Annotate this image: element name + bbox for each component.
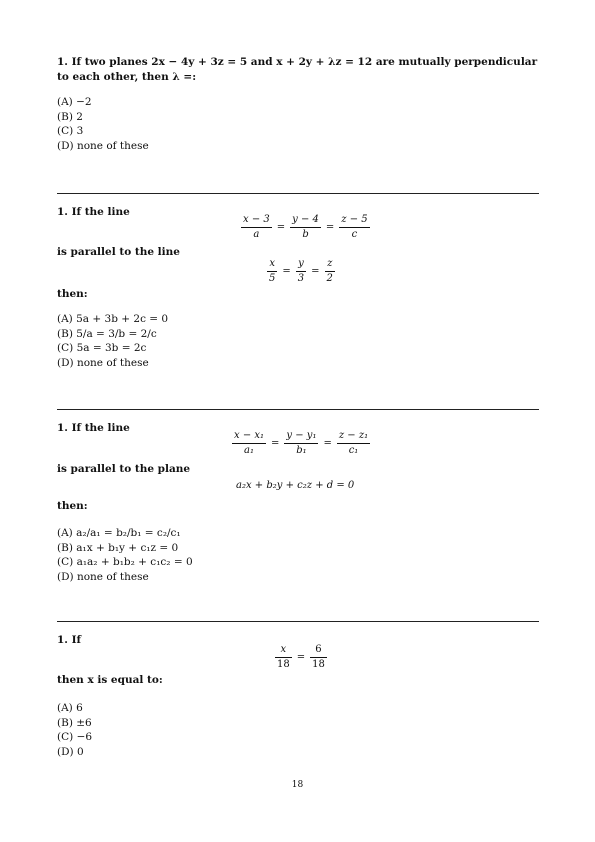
option-d: (D) none of these: [57, 570, 149, 583]
question-3-label-3: then:: [57, 500, 88, 512]
question-3-equation-2: a₂x + b₂y + c₂z + d = 0: [236, 480, 355, 491]
frac-denominator: a₁: [244, 445, 254, 456]
question-4-label-1: 1. If: [57, 634, 82, 646]
frac-denominator: 5: [269, 273, 276, 284]
option-a: (A) 5a + 3b + 2c = 0: [57, 313, 169, 325]
frac-denominator: a: [253, 229, 260, 240]
page-number: 18: [291, 780, 304, 790]
frac-denominator: c: [351, 229, 358, 240]
frac-denominator: 18: [312, 659, 325, 670]
frac-denominator: b: [302, 229, 309, 240]
option-d: (D) none of these: [57, 356, 149, 369]
option-b: (B) 5/a = 3/b = 2/c: [57, 327, 157, 340]
frac-numerator: 6: [310, 644, 327, 658]
section-divider: [57, 409, 539, 410]
frac-denominator: 3: [297, 273, 305, 284]
frac-denominator: b₁: [296, 445, 307, 456]
frac-numerator: x − 3: [241, 214, 272, 228]
question-4-label-2: then x is equal to:: [57, 674, 163, 686]
question-3-label-1: 1. If the line: [57, 422, 130, 434]
frac-numerator: x: [275, 644, 292, 658]
frac-numerator: z: [325, 258, 335, 272]
question-3-label-2: is parallel to the plane: [57, 463, 191, 475]
frac-numerator: y: [296, 258, 306, 272]
section-divider: [57, 193, 539, 194]
question-2-equation-1: $\frac{x - 3}{a}$ = $\frac{y - 4}{b}$ = $\frac{z - 5}{c}$: [243, 214, 368, 240]
frac-numerator: y − y₁: [284, 430, 318, 444]
option-b: (B) 2: [57, 110, 83, 123]
question-4-equation: $\frac{x}{18}$ = $\frac{6}{18}$: [277, 644, 325, 670]
question-3-equation-1: $\frac{\text{x − x₁}}{\text{a₁}}$ = $\frac{\text{y − y₁}}{\text{b₁}}$ = $\frac{\text{z − z₁}}{\text{c₁}}$: [234, 430, 369, 456]
frac-numerator: x: [267, 258, 277, 272]
option-b: (B) ±6: [57, 716, 92, 729]
frac-denominator: c₁: [348, 445, 359, 456]
frac-denominator: 2: [326, 273, 333, 284]
question-2-equation-2: $\frac{x}{5}$ = $\frac{y}{3}$ = $\frac{z}{2}$: [269, 258, 333, 284]
question-1-options: [57, 95, 149, 153]
option-a: (A) −2: [57, 96, 92, 108]
frac-numerator: x − x₁: [232, 430, 266, 444]
option-a: (A) a₂/a₁ = b₂/b₁ = c₂/c₁: [57, 527, 181, 539]
option-d: (D) 0: [57, 745, 84, 758]
frac-numerator: y − 4: [290, 214, 321, 228]
frac-denominator: 18: [277, 659, 290, 670]
frac-numerator: z − z₁: [337, 430, 370, 444]
question-4-options: [57, 701, 92, 759]
option-c: (C) 5a = 3b = 2c: [57, 342, 147, 354]
question-2-label-3: then:: [57, 288, 88, 300]
frac-numerator: z − 5: [339, 214, 369, 228]
option-c: (C) a₁a₂ + b₁b₂ + c₁c₂ = 0: [57, 556, 193, 568]
section-divider: [57, 621, 539, 622]
question-2-options: [57, 312, 168, 370]
option-c: (C) −6: [57, 731, 93, 743]
question-2-label-2: is parallel to the line: [57, 246, 180, 258]
option-b: (B) a₁x + b₁y + c₁z = 0: [57, 541, 179, 554]
option-c: (C) 3: [57, 125, 84, 137]
option-d: (D) none of these: [57, 139, 149, 152]
question-3-options: [57, 526, 193, 584]
question-2-label-1: 1. If the line: [57, 206, 130, 218]
option-a: (A) 6: [57, 702, 83, 714]
question-1-stem: 1. If two planes 2x − 4y + 3z = 5 and x + 2y + λz = 12 are mutually perpendicular to each other, then λ =:: [57, 56, 538, 83]
